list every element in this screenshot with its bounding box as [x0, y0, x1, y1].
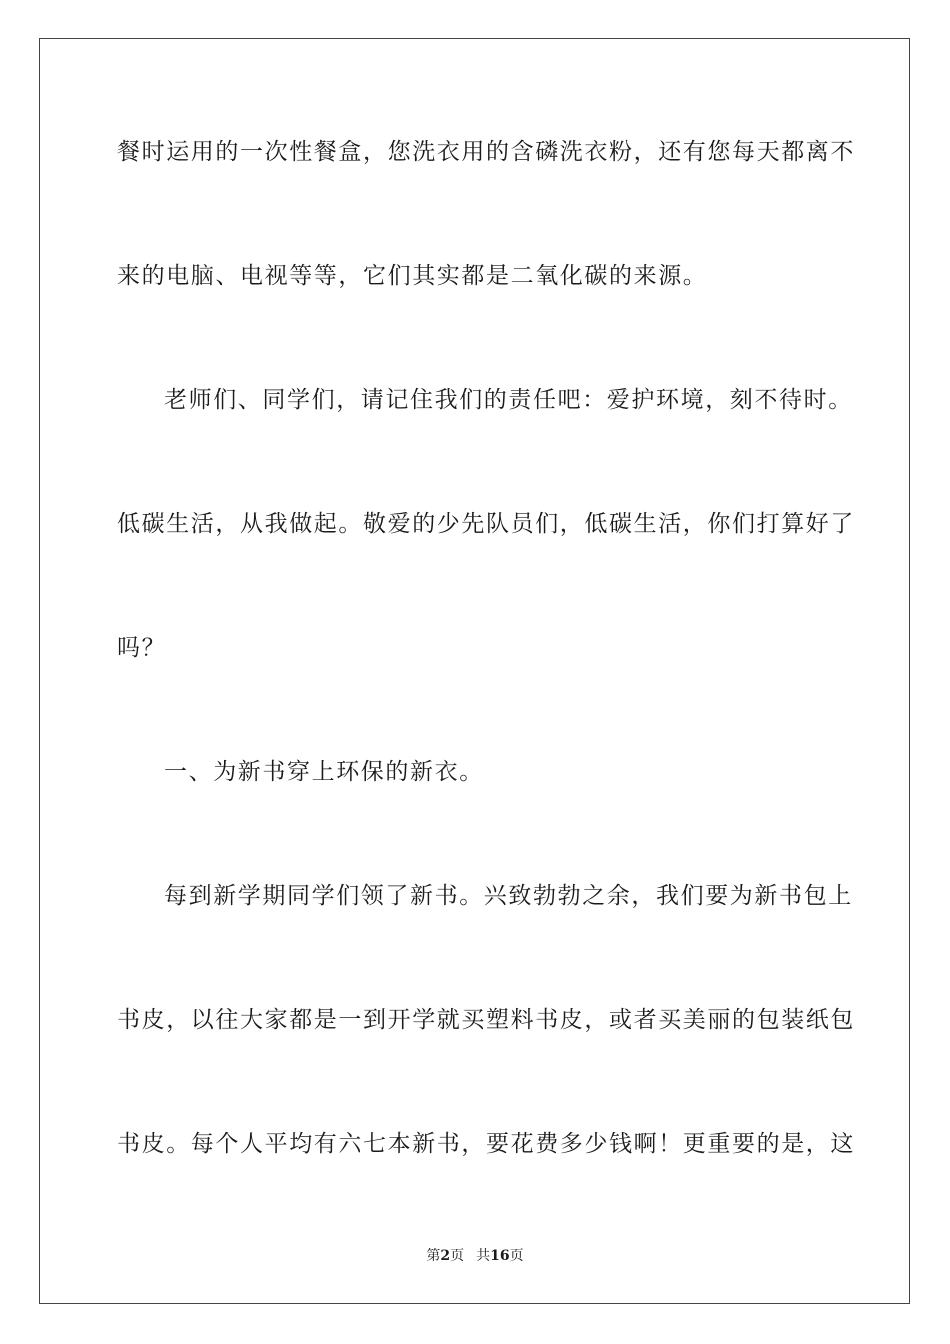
body-line-9: 书皮。每个人平均有六七本新书，要花费多少钱啊！更重要的是，这 — [117, 1131, 855, 1157]
section-heading: 一、为新书穿上环保的新衣。 — [164, 759, 484, 785]
page-footer — [0, 1247, 950, 1265]
page-prefix: 第 — [426, 1248, 441, 1264]
page-number: 2 — [440, 1248, 451, 1264]
body-line-3: 老师们、同学们，请记住我们的责任吧：爱护环境，刻不待时。 — [164, 387, 853, 413]
page-suffix: 页 — [450, 1248, 465, 1264]
body-line-8: 书皮，以往大家都是一到开学就买塑料书皮，或者买美丽的包装纸包 — [117, 1007, 855, 1033]
body-line-7: 每到新学期同学们领了新书。兴致勃勃之余，我们要为新书包上 — [164, 883, 853, 909]
body-line-5: 吗？ — [117, 635, 167, 661]
body-line-4: 低碳生活，从我做起。敬爱的少先队员们，低碳生活，你们打算好了 — [117, 511, 855, 537]
total-suffix: 页 — [509, 1248, 524, 1264]
total-prefix: 共 — [476, 1248, 491, 1264]
total-pages: 16 — [490, 1248, 510, 1264]
body-line-2: 来的电脑、电视等等，它们其实都是二氧化碳的来源。 — [117, 263, 708, 289]
body-line-1: 餐时运用的一次性餐盒，您洗衣用的含磷洗衣粉，还有您每天都离不 — [117, 139, 855, 165]
page-frame — [39, 38, 910, 1304]
